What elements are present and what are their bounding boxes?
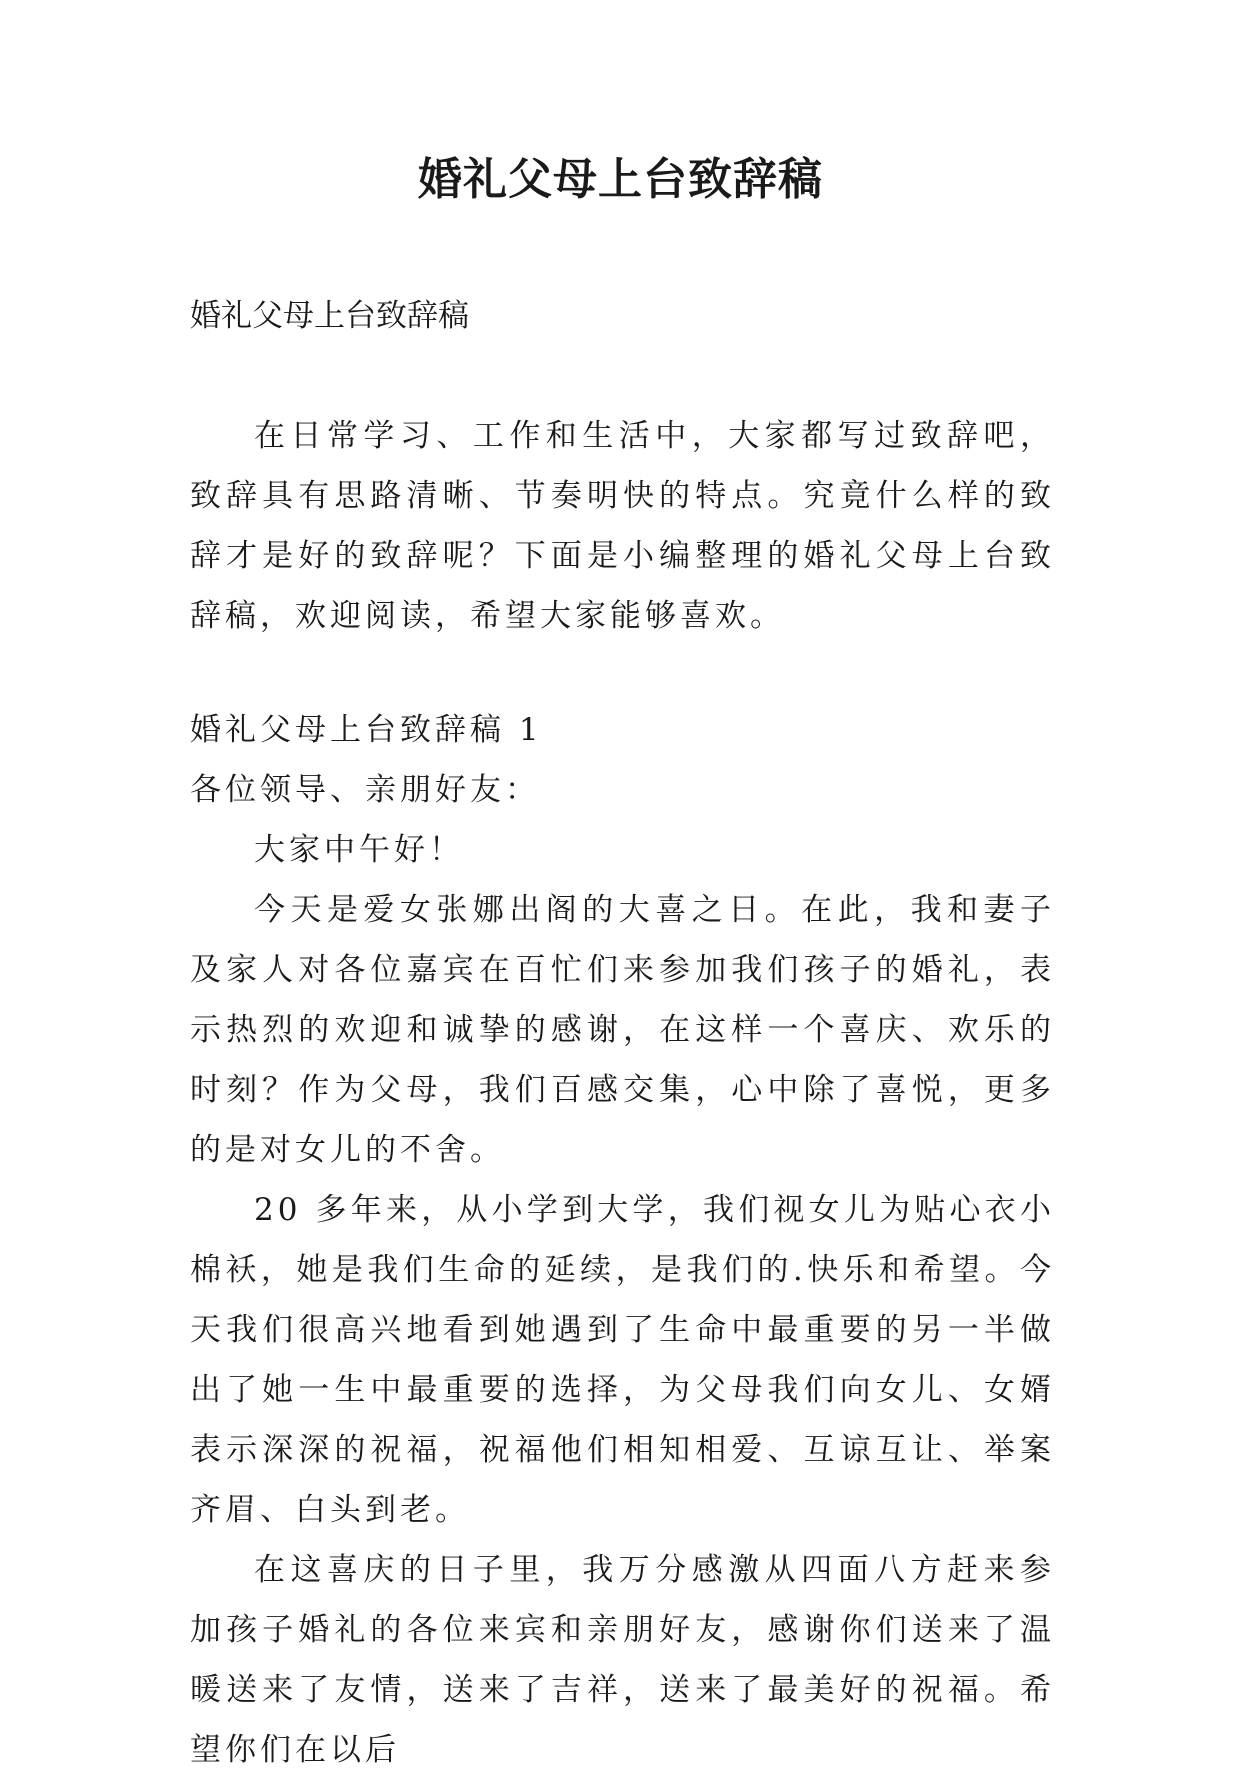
speech-paragraph: 在这喜庆的日子里，我万分感激从四面八方赶来参加孩子婚礼的各位来宾和亲朋好友，感谢你们送来了温暖送来了友情，送来了吉祥，送来了最美好的祝福。希望你们在以后 (190, 1552, 1055, 1768)
intro-paragraph: 在日常学习、工作和生活中，大家都写过致辞吧，致辞具有思路清晰、节奏明快的特点。究竟什么样的致辞才是好的致辞呢？下面是小编整理的婚礼父母上台致辞稿，欢迎阅读，希望大家能够喜欢。 (190, 418, 1055, 634)
document-subtitle: 婚礼父母上台致辞稿 (190, 298, 469, 334)
greeting: 大家中午好！ (254, 832, 464, 868)
salutation: 各位领导、亲朋好友： (190, 772, 540, 808)
speech-paragraph: 20 多年来，从小学到大学，我们视女儿为贴心衣小棉袄，她是我们生命的延续，是我们的.快乐和希望。今天我们很高兴地看到她遇到了生命中最重要的另一半做出了她一生中最重要的选择，为父母我们向女儿、女婿表示深深的祝福，祝福他们相知相爱、互谅互让、举案齐眉、白头到老。 (190, 1192, 1055, 1528)
document-title: 婚礼父母上台致辞稿 (418, 154, 823, 205)
speech-section-1 (190, 700, 1055, 1780)
speech-paragraph: 今天是爱女张娜出阁的大喜之日。在此，我和妻子及家人对各位嘉宾在百忙们来参加我们孩子的婚礼，表示热烈的欢迎和诚挚的感谢，在这样一个喜庆、欢乐的时刻？作为父母，我们百感交集，心中除了喜悦，更多的是对女儿的不舍。 (190, 892, 1055, 1168)
section-heading: 婚礼父母上台致辞稿 1 (190, 712, 543, 748)
